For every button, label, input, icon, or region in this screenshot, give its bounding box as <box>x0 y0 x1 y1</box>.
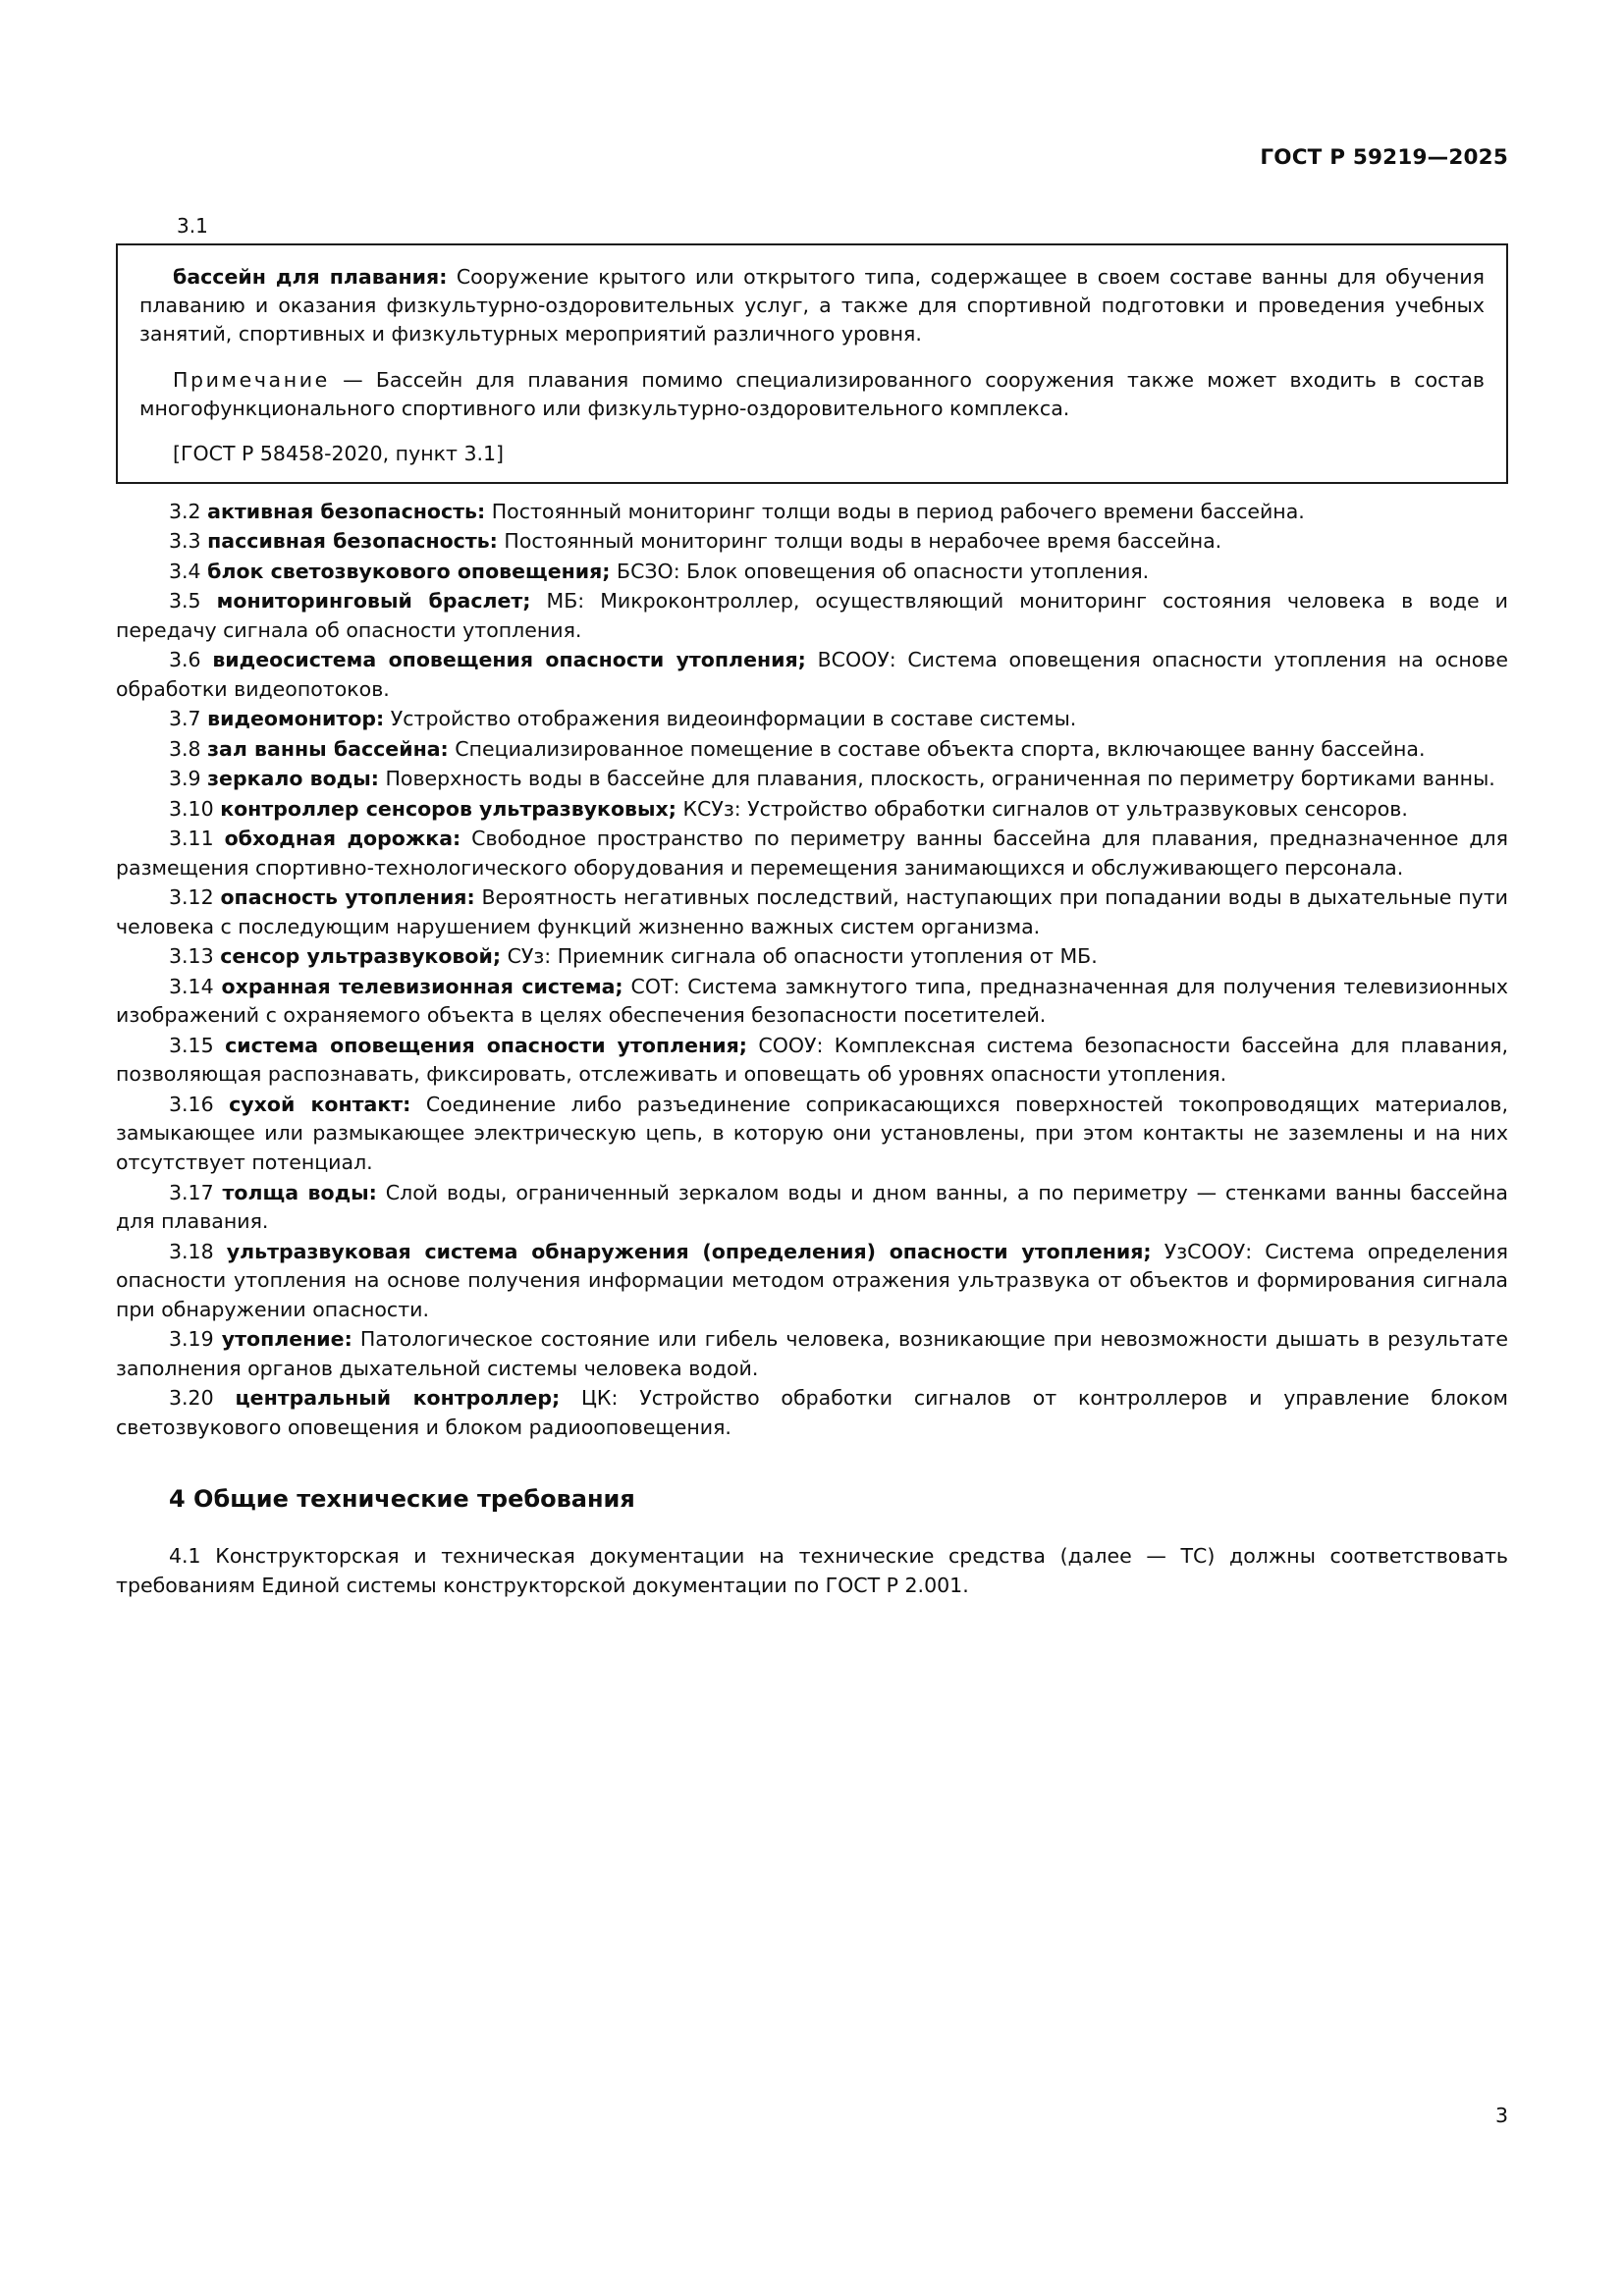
term-number: 3.5 <box>169 589 201 614</box>
term-text: УзСООУ: Система определения опасности утопления на основе получения информации методом отражения ультразвука от объектов и формирования сигнала при обнаружении опасности. <box>116 1239 1508 1321</box>
term-item <box>116 1032 1508 1090</box>
term-item <box>116 558 1508 587</box>
term-title: утопление: <box>221 1327 352 1352</box>
term-item <box>116 705 1508 734</box>
term-item <box>116 1091 1508 1178</box>
term-text: Свободное пространство по периметру ванны бассейна для плавания, предназначенное для размещения спортивно-технологического оборудования и перемещения занимающихся и обслуживающего персонала. <box>116 827 1508 880</box>
term-title: пассивная безопасность: <box>207 529 498 554</box>
term-number: 3.6 <box>169 648 201 672</box>
term-number: 3.17 <box>169 1180 214 1204</box>
term-text: Слой воды, ограниченный зеркалом воды и дном ванны, а по периметру — стенками ванны бассейна для плавания. <box>116 1180 1508 1234</box>
term-number: 3.9 <box>169 767 201 791</box>
note-label: Примечание <box>173 368 330 393</box>
section-heading: 4 Общие технические требования <box>169 1485 635 1514</box>
term-number: 3.14 <box>169 974 214 998</box>
term-item <box>116 646 1508 704</box>
term-text: Вероятность негативных последствий, наступающих при попадании воды в дыхательные пути человека с последующим нарушением функций жизненно важных систем организма. <box>116 885 1508 938</box>
term-number: 3.11 <box>169 827 214 851</box>
term-text: СООУ: Комплексная система безопасности бассейна для плавания, позволяющая распознавать, фиксировать, отслеживать и оповещать об уровнях опасности утопления. <box>116 1033 1508 1087</box>
term-item <box>116 1238 1508 1325</box>
term-text: Постоянный мониторинг толщи воды в нерабочее время бассейна. <box>504 529 1222 554</box>
term-title: блок светозвукового оповещения; <box>207 559 611 583</box>
term-number: 3.13 <box>169 944 214 969</box>
term-number: 3.16 <box>169 1092 214 1116</box>
term-number: 3.20 <box>169 1386 214 1411</box>
term-title: система оповещения опасности утопления; <box>225 1033 747 1057</box>
term-item <box>116 825 1508 882</box>
term-title: мониторинговый браслет; <box>216 589 531 614</box>
term-title: сухой контакт: <box>229 1092 411 1116</box>
term-definition-box <box>116 243 1508 484</box>
term-title: обходная дорожка: <box>224 827 461 851</box>
term-item <box>116 973 1508 1031</box>
term-text: СУз: Приемник сигнала об опасности утопления от МБ. <box>507 944 1098 969</box>
term-text: ЦК: Устройство обработки сигналов от контроллеров и управление блоком светозвукового оповещения и блоком радиооповещения. <box>116 1386 1508 1439</box>
term-item <box>116 587 1508 645</box>
term-title: зал ванны бассейна: <box>207 736 449 761</box>
note-dash: — <box>343 368 363 393</box>
term-number: 3.2 <box>169 499 201 523</box>
term-number: 3.19 <box>169 1327 214 1352</box>
term-item <box>116 795 1508 825</box>
term-text: Устройство отображения видеоинформации в составе системы. <box>390 707 1077 731</box>
term-text: СОТ: Система замкнутого типа, предназначенная для получения телевизионных изображений с охраняемого объекта в целях обеспечения безопасности посетителей. <box>116 974 1508 1028</box>
term-text: Патологическое состояние или гибель человека, возникающие при невозможности дышать в результате заполнения органов дыхательной системы человека водой. <box>116 1327 1508 1380</box>
term-item <box>116 942 1508 972</box>
term-text: Соединение либо разъединение соприкасающихся поверхностей токопроводящих материалов, замыкающее или размыкающее электрическую цепь, в которую они установлены, при этом контакты не заземлены и на них отсутствует потенциал. <box>116 1092 1508 1174</box>
term-item <box>116 735 1508 765</box>
term-title: центральный контроллер; <box>235 1386 561 1411</box>
term-item <box>116 1325 1508 1383</box>
term-item <box>116 1179 1508 1237</box>
term-definition-text: Сооружение крытого или открытого типа, содержащее в своем составе ванны для обучения плаванию и оказания физкультурно-оздоровительных услуг, а также для спортивной подготовки и проведения учебных занятий, спортивных и физкультурных мероприятий различного уровня. <box>139 265 1485 347</box>
term-title: активная безопасность: <box>207 499 486 523</box>
term-text: МБ: Микроконтроллер, осуществляющий мониторинг состояния человека в воде и передачу сигнала об опасности утопления. <box>116 589 1508 642</box>
term-item <box>116 1384 1508 1442</box>
term-number: 3.18 <box>169 1239 214 1263</box>
term-text: КСУз: Устройство обработки сигналов от ультразвуковых сенсоров. <box>682 796 1408 821</box>
term-text: ВСООУ: Система оповещения опасности утопления на основе обработки видеопотоков. <box>116 648 1508 701</box>
term-number: 3.3 <box>169 529 201 554</box>
term-title: зеркало воды: <box>207 767 379 791</box>
term-number: 3.7 <box>169 707 201 731</box>
term-label: бассейн для плавания: <box>173 265 448 289</box>
term-text: Специализированное помещение в составе объекта спорта, включающее ванну бассейна. <box>455 736 1426 761</box>
term-title: опасность утопления: <box>220 885 475 910</box>
term-text: Поверхность воды в бассейне для плавания, плоскость, ограниченная по периметру бортиками ванны. <box>385 767 1495 791</box>
term-item <box>116 498 1508 527</box>
term-title: видеомонитор: <box>207 707 385 731</box>
term-number: 3.4 <box>169 559 201 583</box>
term-title: охранная телевизионная система; <box>221 974 623 998</box>
term-title: толща воды: <box>222 1180 377 1204</box>
term-number: 3.8 <box>169 736 201 761</box>
note-text: Бассейн для плавания помимо специализированного сооружения также может входить в состав многофункционального спортивного или физкультурно-оздоровительного комплекса. <box>139 368 1485 421</box>
term-number: 3.12 <box>169 885 214 910</box>
term-title: ультразвуковая система обнаружения (определения) опасности утопления; <box>226 1239 1152 1263</box>
clause-reference: 3.1 <box>177 214 208 238</box>
page-number: 3 <box>1494 2104 1508 2127</box>
term-number: 3.10 <box>169 796 214 821</box>
term-item <box>116 765 1508 794</box>
term-item <box>116 527 1508 557</box>
term-item <box>116 883 1508 941</box>
page-header: ГОСТ Р 59219—2025 <box>1260 145 1508 170</box>
term-title: видеосистема оповещения опасности утопления; <box>212 648 806 672</box>
term-title: сенсор ультразвуковой; <box>220 944 502 969</box>
term-source-reference: [ГОСТ Р 58458-2020, пункт 3.1] <box>173 441 505 465</box>
section-paragraph: 4.1 Конструкторская и техническая документации на технические средства (далее — ТС) должны соответствовать требованиям Единой системы конструкторской документации по ГОСТ Р 2.001. <box>116 1544 1508 1597</box>
term-note-paragraph <box>139 366 1485 423</box>
term-text: БСЗО: Блок оповещения об опасности утопления. <box>617 559 1150 583</box>
term-definition-paragraph <box>139 263 1485 348</box>
term-number: 3.15 <box>169 1033 214 1057</box>
term-text: Постоянный мониторинг толщи воды в период рабочего времени бассейна. <box>491 499 1305 523</box>
term-title: контроллер сенсоров ультразвуковых; <box>220 796 677 821</box>
page-content <box>116 214 1508 1600</box>
